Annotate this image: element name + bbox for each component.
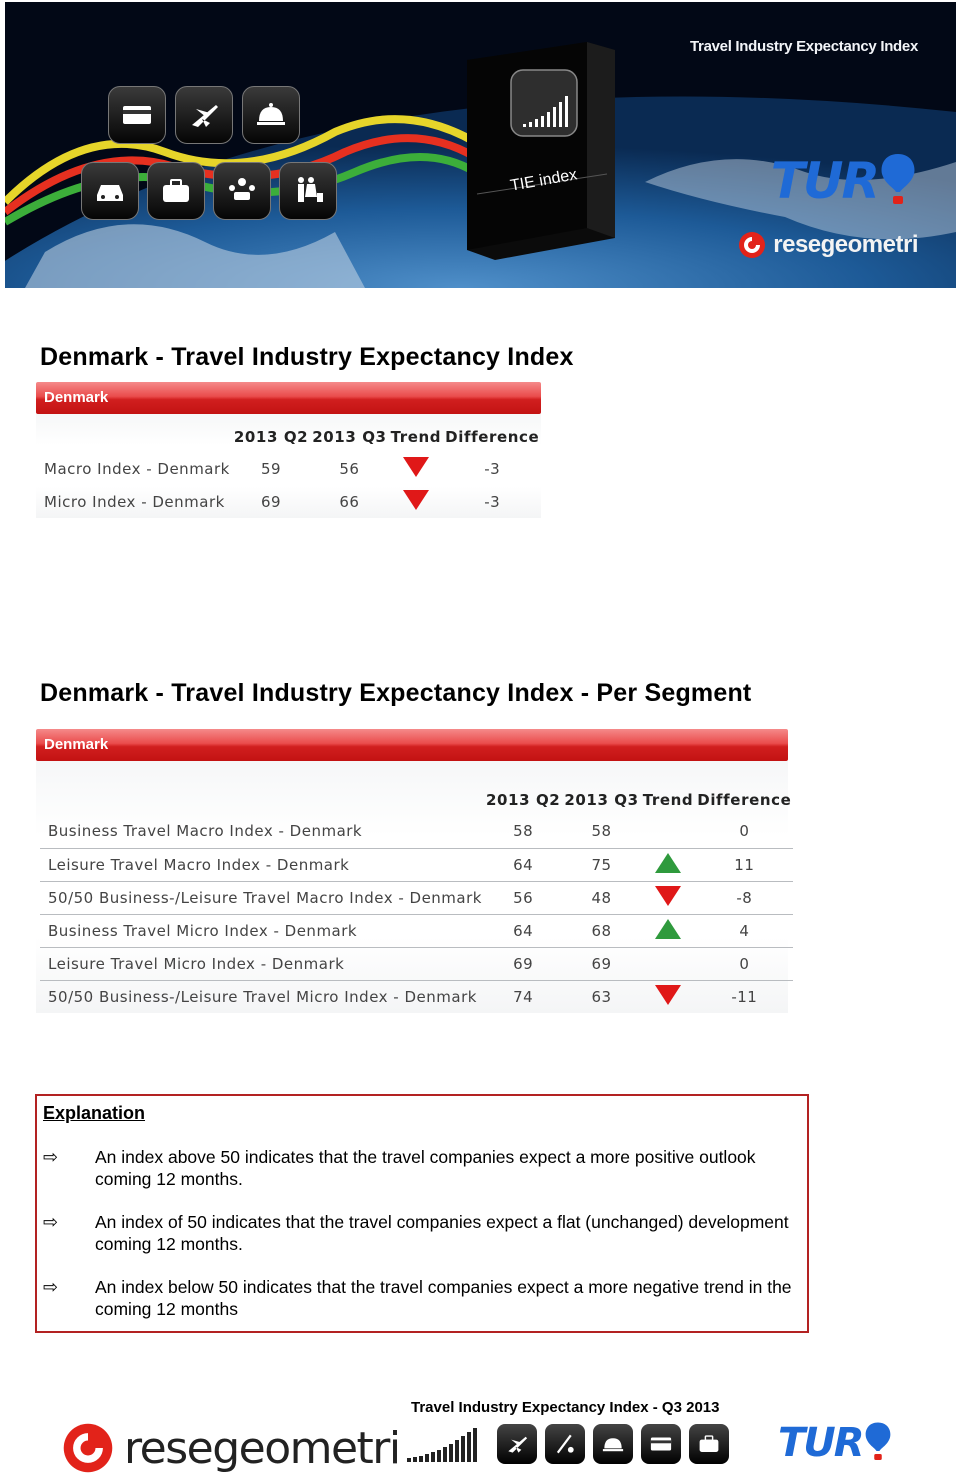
q3-value: 68 bbox=[562, 914, 640, 947]
trend-cell bbox=[641, 848, 696, 881]
difference-value: 11 bbox=[695, 848, 793, 881]
q3-value: 56 bbox=[339, 459, 360, 478]
balloon-icon bbox=[863, 1420, 893, 1464]
trend-cell bbox=[389, 485, 444, 518]
footer-caption: Travel Industry Expectancy Index - Q3 2013 bbox=[411, 1399, 720, 1416]
trend-up-icon bbox=[655, 853, 681, 873]
row-label: 50/50 Business-/Leisure Travel Macro Index - Denmark bbox=[40, 881, 484, 914]
car-icon bbox=[81, 162, 139, 220]
credit-card-icon bbox=[641, 1424, 681, 1464]
section2-panel bbox=[36, 729, 792, 1021]
q2-value: 74 bbox=[513, 987, 534, 1006]
q3-value: 66 bbox=[339, 492, 360, 511]
row-label: Leisure Travel Micro Index - Denmark bbox=[40, 947, 484, 980]
difference-value: 0 bbox=[695, 815, 793, 848]
q2-value: 64 bbox=[484, 914, 562, 947]
resegeometri-logo bbox=[737, 230, 918, 260]
row-label: Business Travel Micro Index - Denmark bbox=[40, 914, 484, 947]
section2-heading: Denmark - Travel Industry Expectancy Index - Per Segment bbox=[40, 679, 752, 707]
explanation-text: An index above 50 indicates that the travel companies expect a more positive outlook coming 12 months. bbox=[95, 1147, 756, 1189]
section2-body bbox=[36, 761, 792, 1013]
balloon-icon bbox=[878, 152, 918, 208]
column-header-difference: Difference bbox=[697, 791, 792, 809]
section1-bar: Denmark bbox=[36, 382, 541, 414]
trend-cell bbox=[389, 452, 444, 485]
table-row bbox=[36, 485, 541, 518]
footer-tur-logo bbox=[778, 1420, 893, 1466]
trend-cell bbox=[641, 815, 696, 848]
row-label: Micro Index - Denmark bbox=[44, 492, 225, 511]
explanation-item bbox=[43, 1146, 803, 1190]
box-label: TIE index bbox=[508, 166, 579, 195]
airplane-icon bbox=[175, 86, 233, 144]
trend-down-icon bbox=[655, 985, 681, 1005]
row-label: Leisure Travel Macro Index - Denmark bbox=[40, 848, 484, 881]
arrow-icon: ⇨ bbox=[43, 1277, 59, 1298]
section2-table bbox=[40, 791, 793, 1013]
q3-value: 63 bbox=[591, 987, 612, 1006]
trend-down-icon bbox=[403, 457, 429, 477]
resegeometri-logo-text: resegeometri bbox=[773, 231, 918, 258]
q2-value: 56 bbox=[484, 881, 562, 914]
row-label: Macro Index - Denmark bbox=[44, 459, 230, 478]
row-label: 50/50 Business-/Leisure Travel Micro Index - Denmark bbox=[48, 987, 477, 1006]
tie-index-box bbox=[467, 42, 617, 262]
explanation-item bbox=[43, 1211, 803, 1255]
q2-value: 69 bbox=[260, 492, 282, 511]
column-header-difference: Difference bbox=[445, 428, 540, 446]
trend-down-icon bbox=[655, 886, 681, 906]
q2-value: 69 bbox=[484, 947, 562, 980]
explanation-text: An index of 50 indicates that the travel companies expect a flat (unchanged) development coming 12 months. bbox=[95, 1212, 789, 1254]
rising-bars-icon bbox=[405, 1424, 489, 1464]
header-banner bbox=[5, 2, 956, 288]
section1-table bbox=[36, 428, 541, 518]
difference-value: -11 bbox=[731, 987, 758, 1006]
airplane-icon bbox=[497, 1424, 537, 1464]
golf-icon bbox=[545, 1424, 585, 1464]
difference-value: -3 bbox=[484, 492, 501, 511]
table-row bbox=[40, 815, 793, 848]
section1-body bbox=[36, 414, 541, 518]
q3-value: 75 bbox=[562, 848, 640, 881]
footer-resegeometri-text: resegeometri bbox=[124, 1422, 400, 1474]
column-header-empty bbox=[36, 428, 232, 452]
arrow-icon: ⇨ bbox=[43, 1212, 59, 1233]
column-header-q2: 2013 Q2 bbox=[233, 428, 309, 446]
difference-value: -8 bbox=[695, 881, 793, 914]
section2-bar: Denmark bbox=[36, 729, 788, 761]
q2-value: 64 bbox=[484, 848, 562, 881]
trend-up-icon bbox=[655, 919, 681, 939]
table-row bbox=[40, 881, 793, 914]
tur-logo bbox=[771, 152, 918, 210]
trend-down-icon bbox=[403, 490, 429, 510]
table-header-row bbox=[40, 791, 793, 815]
q3-value: 58 bbox=[562, 815, 640, 848]
trend-cell bbox=[641, 980, 696, 1013]
room-service-bell-icon bbox=[593, 1424, 633, 1464]
footer-resegeometri-logo bbox=[60, 1420, 400, 1476]
table-row bbox=[40, 980, 793, 1013]
section1-panel bbox=[36, 382, 541, 534]
column-header-trend: Trend bbox=[642, 791, 694, 809]
difference-value: 0 bbox=[695, 947, 793, 980]
meeting-icon bbox=[213, 162, 271, 220]
footer-tur-text: TUR bbox=[778, 1420, 863, 1466]
banner-title: Travel Industry Expectancy Index bbox=[690, 38, 918, 55]
trend-cell bbox=[641, 947, 696, 980]
difference-value: 4 bbox=[695, 914, 793, 947]
q3-value: 48 bbox=[562, 881, 640, 914]
q2-value: 58 bbox=[484, 815, 562, 848]
suitcase-icon bbox=[689, 1424, 729, 1464]
column-header-q3: 2013 Q3 bbox=[564, 791, 639, 809]
explanation-text: An index below 50 indicates that the travel companies expect a more negative trend in the coming 12 months bbox=[95, 1277, 792, 1319]
table-row bbox=[40, 848, 793, 881]
table-header-row bbox=[36, 428, 541, 452]
arrow-icon: ⇨ bbox=[43, 1147, 59, 1168]
table-row bbox=[36, 452, 541, 485]
tur-logo-text: TUR bbox=[770, 152, 878, 210]
resegeometri-swirl-icon bbox=[60, 1420, 116, 1476]
difference-value: -3 bbox=[484, 459, 501, 478]
trend-cell bbox=[641, 914, 696, 947]
suitcase-icon bbox=[147, 162, 205, 220]
table-row bbox=[40, 947, 793, 980]
row-label: Business Travel Macro Index - Denmark bbox=[40, 815, 484, 848]
footer-icon-strip bbox=[405, 1424, 729, 1464]
column-header-trend: Trend bbox=[390, 428, 442, 446]
room-service-bell-icon bbox=[242, 86, 300, 144]
table-row bbox=[40, 914, 793, 947]
section1-heading: Denmark - Travel Industry Expectancy Index bbox=[40, 343, 574, 371]
column-header-q2: 2013 Q2 bbox=[485, 791, 561, 809]
q2-value: 59 bbox=[260, 459, 282, 478]
credit-card-icon bbox=[108, 86, 166, 144]
column-header-q3: 2013 Q3 bbox=[312, 428, 387, 446]
column-header-empty bbox=[40, 791, 484, 815]
travelers-icon bbox=[279, 162, 337, 220]
explanation-box bbox=[35, 1094, 809, 1333]
q3-value: 69 bbox=[562, 947, 640, 980]
resegeometri-swirl-icon bbox=[737, 230, 767, 260]
trend-cell bbox=[641, 881, 696, 914]
explanation-item bbox=[43, 1276, 803, 1320]
explanation-title: Explanation bbox=[43, 1103, 146, 1123]
